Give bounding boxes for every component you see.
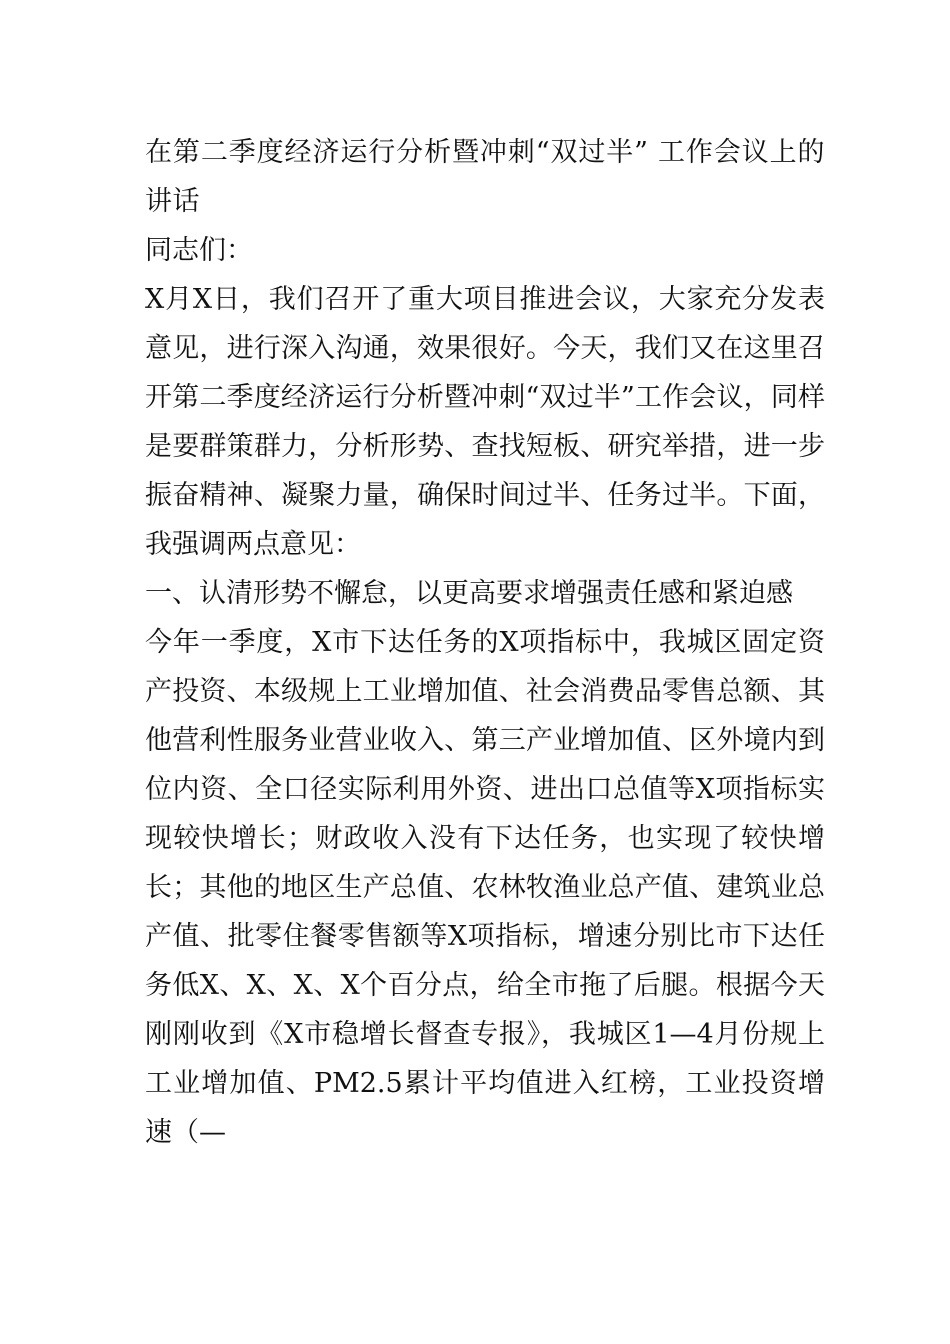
paragraph-intro: X月X日，我们召开了重大项目推进会议，大家充分发表意见，进行深入沟通，效果很好。今天，我们又在这里召开第二季度经济运行分析暨冲刺“双过半”工作会议，同样是要群策群力，分析形势、查找短板、研究举措，进一步振奋精神、凝聚力量，确保时间过半、任务过半。下面，我强调两点意见： <box>145 284 825 560</box>
document-body <box>145 128 825 1157</box>
salutation: 同志们： <box>145 235 253 266</box>
document-title: 在第二季度经济运行分析暨冲刺“双过半” 工作会议上的讲话 <box>145 137 825 217</box>
section-heading-1: 一、认清形势不懈怠，以更高要求增强责任感和紧迫感 <box>145 578 793 609</box>
paragraph-indicators: 今年一季度，X市下达任务的X项指标中，我城区固定资产投资、本级规上工业增加值、社会消费品零售总额、其他营利性服务业营业收入、第三产业增加值、区外境内到位内资、全口径实际利用外资、进出口总值等X项指标实现较快增长；财政收入没有下达任务，也实现了较快增长；其他的地区生产总值、农林牧渔业总产值、建筑业总产值、批零住餐零售额等X项指标，增速分别比市下达任务低X、X、X、X个百分点，给全市拖了后腿。根据今天刚刚收到《X市稳增长督查专报》，我城区1—4月份规上工业增加值、PM2.5累计平均值进入红榜，工业投资增速（— <box>145 627 825 1148</box>
